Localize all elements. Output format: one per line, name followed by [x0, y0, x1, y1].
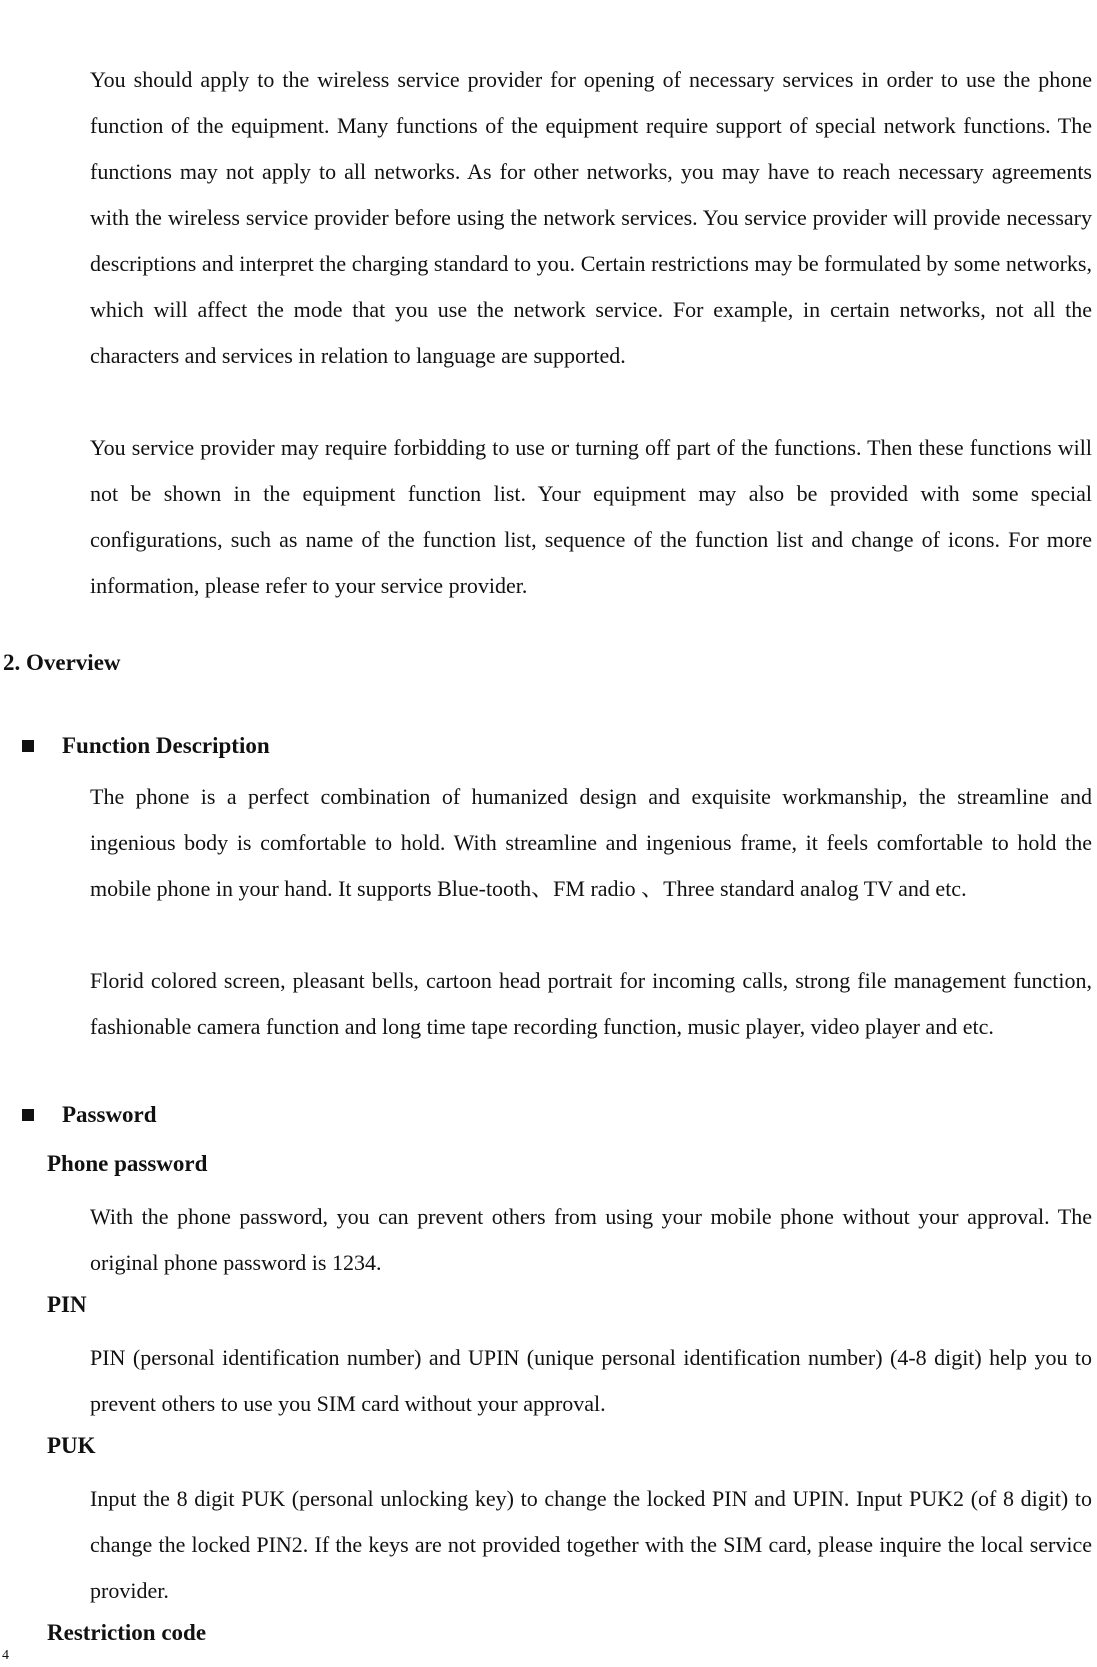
- square-bullet-icon: [22, 740, 34, 752]
- puk-subheading: PUK: [47, 1433, 96, 1458]
- intro-paragraph-1: You should apply to the wireless service provider for opening of necessary services in order to use the phone function of the equipment. Many functions of the equipment require support of special network functions. The functions may not apply to all networks. As for other networks, you may have to reach necessary agreements with the wireless service provider before using the network services. You service provider will provide necessary descriptions and interpret the charging standard to you. Certain restrictions may be formulated by some networks, which will affect the mode that you use the network service. For example, in certain networks, not all the characters and services in relation to language are supported.: [90, 67, 1092, 368]
- function-description-heading-label: Function Description: [62, 733, 270, 758]
- function-description-paragraph-2: Florid colored screen, pleasant bells, cartoon head portrait for incoming calls, strong file management function, fashionable camera function and long time tape recording function, music player, video player and etc.: [90, 968, 1092, 1039]
- square-bullet-icon: [22, 1109, 34, 1121]
- password-heading: [22, 1100, 157, 1130]
- restriction-code-subheading: Restriction code: [47, 1620, 207, 1645]
- page-number: 4: [2, 1648, 9, 1663]
- function-description-heading: [22, 731, 270, 761]
- phone-password-subheading: Phone password: [47, 1151, 208, 1176]
- pin-subheading: PIN: [47, 1292, 87, 1317]
- section-title: 2. Overview: [3, 650, 121, 675]
- pin-text: PIN (personal identification number) and UPIN (unique personal identification number) (4-8 digit) help you to prevent others to use you SIM card without your approval.: [90, 1345, 1092, 1416]
- password-heading-label: Password: [62, 1102, 157, 1127]
- puk-text: Input the 8 digit PUK (personal unlocking key) to change the locked PIN and UPIN. Input PUK2 (of 8 digit) to change the locked PIN2. If the keys are not provided together with the SIM card, please inquire the local service provider.: [90, 1486, 1092, 1603]
- intro-paragraph-2: You service provider may require forbidding to use or turning off part of the functions. Then these functions will not be shown in the equipment function list. Your equipment may also be provided with some special configurations, such as name of the function list, sequence of the function list and change of icons. For more information, please refer to your service provider.: [90, 435, 1092, 598]
- phone-password-text: With the phone password, you can prevent others from using your mobile phone without your approval. The original phone password is 1234.: [90, 1204, 1092, 1275]
- function-description-paragraph-1: The phone is a perfect combination of humanized design and exquisite workmanship, the streamline and ingenious body is comfortable to hold. With streamline and ingenious frame, it feels comfortable to hold the mobile phone in your hand. It supports Blue-tooth、FM radio 、Three standard analog TV and etc.: [90, 784, 1092, 901]
